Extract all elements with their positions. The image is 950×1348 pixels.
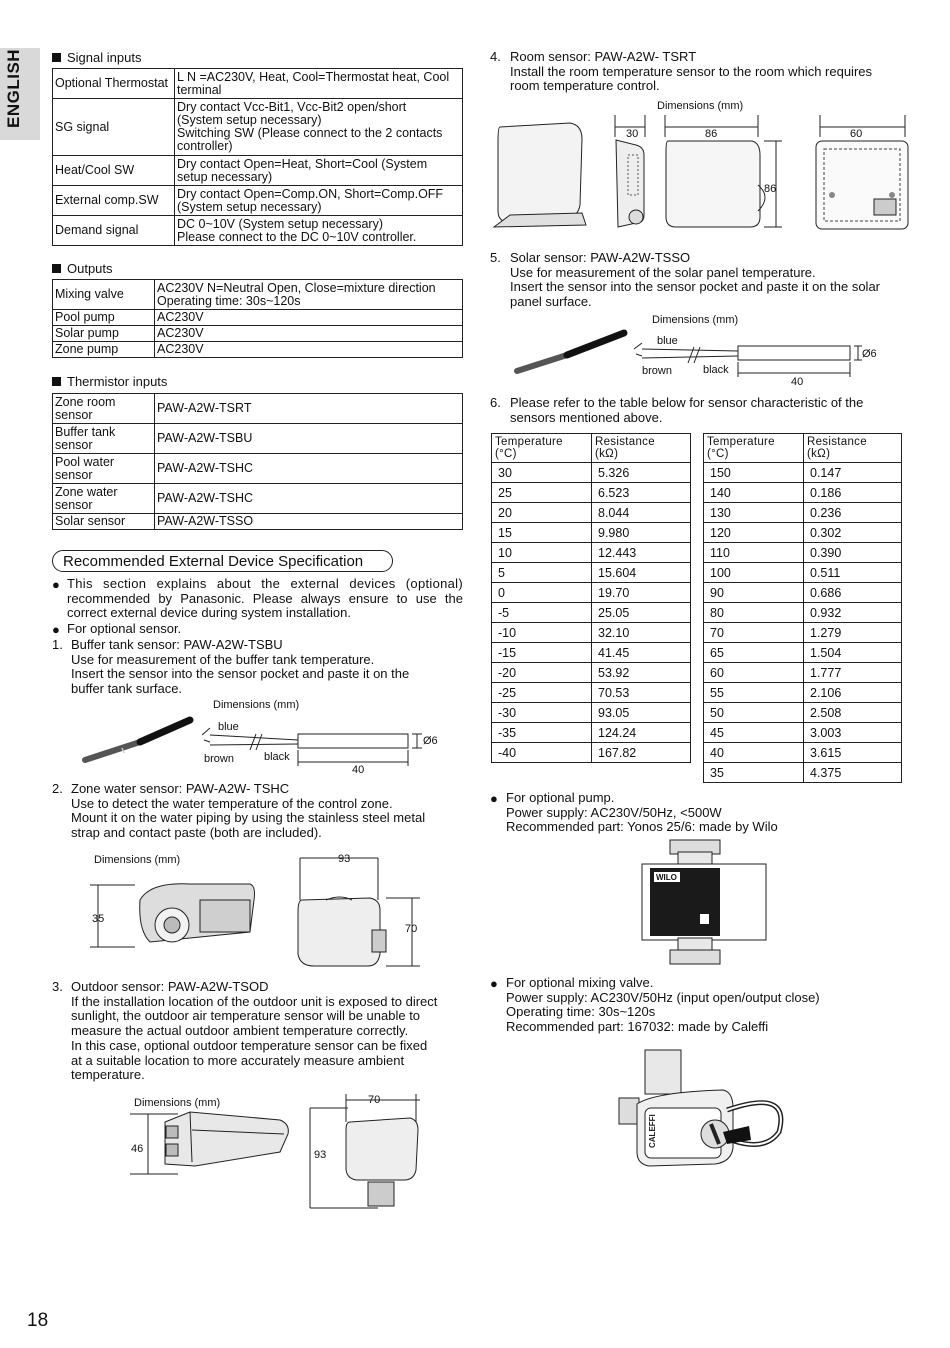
cell-line: terminal xyxy=(177,82,222,97)
table-row xyxy=(53,484,463,514)
wilo-logo: WILO xyxy=(656,873,677,882)
resistance-cell: 9.980 xyxy=(592,523,691,543)
item-number: 3. xyxy=(52,979,63,994)
solar-diameter: Ø6 xyxy=(862,348,877,360)
temperature-cell: 70 xyxy=(704,623,804,643)
table-row xyxy=(704,643,902,663)
temperature-cell: -35 xyxy=(492,723,592,743)
intro-text: This section explains about the external devices (optional) recommended by Panasonic. Please always ensure to use the correct external device during system installation. xyxy=(67,576,463,621)
resistance-cell: 0.932 xyxy=(804,603,902,623)
bullet-dot: ● xyxy=(490,791,498,806)
resistance-cell: 124.24 xyxy=(592,723,691,743)
temperature-cell: 90 xyxy=(704,583,804,603)
cell-line: Switching SW (Please connect to the 2 contacts xyxy=(177,126,443,140)
row-value: PAW-A2W-TSBU xyxy=(155,424,463,454)
table-row xyxy=(704,683,902,703)
cell-line: L N =AC230V, Heat, Cool=Thermostat heat, Cool xyxy=(177,69,450,84)
caleffi-logo: CALEFFI xyxy=(648,1114,657,1148)
outdoor-sensor-text: Outdoor sensor: PAW-A2W-TSOD If the installation location of the outdoor unit is exposed to direct sunlight, the outdoor air temperature sensor will be unable to measure the actual outdoor ambient temperature correctly. In this case, optional outdoor temperature sensor can be fixed at a suitable location to more accurately measure ambient temperature. xyxy=(71,979,438,1083)
temperature-cell: 45 xyxy=(704,723,804,743)
for-optional-sensor: For optional sensor. xyxy=(67,621,182,636)
resistance-cell: 0.390 xyxy=(804,543,902,563)
solar-dims-label: Dimensions (mm) xyxy=(652,314,739,326)
table-row xyxy=(492,683,691,703)
cell-line: DC 0~10V (System setup necessary) xyxy=(177,216,383,231)
solar-wire-blue: blue xyxy=(657,335,678,347)
table-row xyxy=(704,623,902,643)
temperature-cell: 80 xyxy=(704,603,804,623)
table-row xyxy=(704,723,902,743)
temperature-cell: -10 xyxy=(492,623,592,643)
buffer-sensor-diagram xyxy=(80,710,460,780)
column-header xyxy=(704,434,804,463)
row-label: Mixing valve xyxy=(53,280,155,310)
table-row xyxy=(492,523,691,543)
table-row xyxy=(492,563,691,583)
table-row xyxy=(53,156,463,186)
cell-line: Please connect to the DC 0~10V controller. xyxy=(177,229,417,244)
table-row xyxy=(492,543,691,563)
row-label xyxy=(53,514,155,530)
cell-line: (°C) xyxy=(707,448,729,460)
row-value: PAW-A2W-TSSO xyxy=(155,514,463,530)
cell-line: AC230V xyxy=(157,310,204,324)
table-row xyxy=(53,310,463,326)
cell-line: controller) xyxy=(177,139,233,153)
temperature-cell: 25 xyxy=(492,483,592,503)
row-label: SG signal xyxy=(53,99,175,156)
table-row xyxy=(53,216,463,246)
resistance-table-high xyxy=(703,433,902,783)
resistance-cell: 53.92 xyxy=(592,663,691,683)
temperature-cell: 30 xyxy=(492,463,592,483)
cell-line: (kΩ) xyxy=(595,448,619,460)
outputs-table xyxy=(52,279,463,358)
temperature-cell: 0 xyxy=(492,583,592,603)
cell-line: (°C) xyxy=(495,448,517,460)
resistance-cell: 0.686 xyxy=(804,583,902,603)
table-row xyxy=(492,463,691,483)
temperature-cell: -20 xyxy=(492,663,592,683)
wilo-pump-image xyxy=(640,838,770,968)
table-row xyxy=(492,703,691,723)
table-row xyxy=(704,463,902,483)
table-row xyxy=(53,424,463,454)
zone-water-dims-label: Dimensions (mm) xyxy=(94,854,181,866)
table-header-row xyxy=(492,434,691,463)
table-row xyxy=(704,503,902,523)
buffer-wire-blue: blue xyxy=(218,721,239,733)
row-value xyxy=(175,186,463,216)
resistance-cell: 41.45 xyxy=(592,643,691,663)
resistance-cell: 0.186 xyxy=(804,483,902,503)
language-tab xyxy=(0,48,40,140)
item-number: 5. xyxy=(490,250,501,265)
temperature-cell: 140 xyxy=(704,483,804,503)
column-header xyxy=(592,434,691,463)
language-label: ENGLISH xyxy=(4,48,23,128)
row-value: PAW-A2W-TSHC xyxy=(155,454,463,484)
zone-water-width: 93 xyxy=(338,853,351,865)
row-value xyxy=(155,326,463,342)
item-number: 2. xyxy=(52,781,63,796)
temperature-cell: 35 xyxy=(704,763,804,783)
room-sensor-text: Room sensor: PAW-A2W- TSRT Install the room temperature sensor to the room which requires room temperature control. xyxy=(510,49,873,94)
table-row xyxy=(53,514,463,530)
table-row xyxy=(53,342,463,358)
cell-line: sensor xyxy=(55,437,93,452)
table-row xyxy=(492,723,691,743)
row-value xyxy=(175,156,463,186)
row-label xyxy=(53,424,155,454)
row-value xyxy=(175,216,463,246)
solar-sensor-text: Solar sensor: PAW-A2W-TSSO Use for measurement of the solar panel temperature. Insert the sensor into the sensor pocket and paste it on the solar panel surface. xyxy=(510,250,880,310)
cell-line: Dry contact Open=Heat, Short=Cool (System xyxy=(177,156,428,171)
outdoor-sensor-diagram xyxy=(120,1100,420,1215)
table-row xyxy=(53,186,463,216)
cell-line: Zone water xyxy=(55,484,118,499)
cell-line: Dry contact Open=Comp.ON, Short=Comp.OFF xyxy=(177,186,444,201)
resistance-cell: 0.236 xyxy=(804,503,902,523)
outdoor-dims-label: Dimensions (mm) xyxy=(134,1097,221,1109)
resistance-cell: 25.05 xyxy=(592,603,691,623)
table-row xyxy=(492,503,691,523)
table-row xyxy=(53,69,463,99)
cell-line: sensor xyxy=(55,467,93,482)
temperature-cell: 130 xyxy=(704,503,804,523)
item-number: 6. xyxy=(490,395,501,410)
table-row xyxy=(53,280,463,310)
resistance-cell: 1.777 xyxy=(804,663,902,683)
page-number: 18 xyxy=(27,1310,49,1331)
temperature-cell: -5 xyxy=(492,603,592,623)
table-row xyxy=(492,663,691,683)
table-row xyxy=(53,394,463,424)
row-label: Optional Thermostat xyxy=(53,69,175,99)
resistance-cell: 1.279 xyxy=(804,623,902,643)
row-label xyxy=(53,484,155,514)
cell-line: AC230V xyxy=(157,342,204,356)
temperature-cell: -25 xyxy=(492,683,592,703)
zone-water-depth: 70 xyxy=(405,923,418,935)
cell-line: (System setup necessary) xyxy=(177,113,322,127)
cell-line: Temperature xyxy=(707,436,775,448)
resistance-cell: 4.375 xyxy=(804,763,902,783)
table-row xyxy=(704,743,902,763)
temperature-cell: 40 xyxy=(704,743,804,763)
temperature-cell: 15 xyxy=(492,523,592,543)
buffer-length: 40 xyxy=(352,764,365,776)
room-dims-label: Dimensions (mm) xyxy=(657,100,744,112)
resistance-cell: 12.443 xyxy=(592,543,691,563)
outputs-heading: Outputs xyxy=(52,261,113,276)
cell-line: Pool water xyxy=(55,454,115,469)
cell-line: Zone room xyxy=(55,394,116,409)
row-value xyxy=(155,280,463,310)
table-row xyxy=(704,603,902,623)
cell-line: Temperature xyxy=(495,436,563,448)
temperature-cell: 20 xyxy=(492,503,592,523)
temperature-cell: -15 xyxy=(492,643,592,663)
resistance-cell: 0.147 xyxy=(804,463,902,483)
zone-water-sensor-diagram xyxy=(90,870,430,970)
resistance-cell: 1.504 xyxy=(804,643,902,663)
pump-text: For optional pump. Power supply: AC230V/50Hz, <500W Recommended part: Yonos 25/6: made by Wilo xyxy=(506,790,778,835)
temperature-cell: 60 xyxy=(704,663,804,683)
resistance-cell: 2.106 xyxy=(804,683,902,703)
cell-line: setup necessary) xyxy=(177,169,273,184)
outdoor-width: 70 xyxy=(368,1094,381,1106)
temperature-cell: 150 xyxy=(704,463,804,483)
cell-line: Operating time: 30s~120s xyxy=(157,293,301,308)
table-row xyxy=(492,743,691,763)
recommended-section-title: Recommended External Device Specification xyxy=(52,550,393,572)
resistance-cell: 3.003 xyxy=(804,723,902,743)
cell-line: (System setup necessary) xyxy=(177,199,322,214)
row-label: Heat/Cool SW xyxy=(53,156,175,186)
temperature-cell: 50 xyxy=(704,703,804,723)
cell-line: AC230V N=Neutral Open, Close=mixture direction xyxy=(157,280,436,295)
resistance-cell: 19.70 xyxy=(592,583,691,603)
table-header-row xyxy=(704,434,902,463)
row-value xyxy=(155,342,463,358)
row-label: External comp.SW xyxy=(53,186,175,216)
signal-inputs-heading: Signal inputs xyxy=(52,50,141,65)
resistance-cell: 93.05 xyxy=(592,703,691,723)
temperature-cell: 100 xyxy=(704,563,804,583)
table-row xyxy=(704,523,902,543)
solar-sensor-diagram xyxy=(512,325,872,390)
table-row xyxy=(492,483,691,503)
row-label xyxy=(53,454,155,484)
cell-line: Buffer tank xyxy=(55,424,116,439)
item-number: 1. xyxy=(52,637,63,652)
column-header xyxy=(804,434,902,463)
temperature-cell: 55 xyxy=(704,683,804,703)
row-label: Demand signal xyxy=(53,216,175,246)
row-label xyxy=(53,394,155,424)
solar-wire-black: black xyxy=(703,364,729,376)
table-row xyxy=(704,543,902,563)
buffer-wire-brown: brown xyxy=(204,753,234,765)
table-row xyxy=(704,483,902,503)
buffer-sensor-text: Buffer tank sensor: PAW-A2W-TSBU Use for measurement of the buffer tank temperature. Insert the sensor into the sensor pocket and paste it on the buffer tank surface. xyxy=(71,637,410,697)
solar-wire-brown: brown xyxy=(642,365,672,377)
refer-text: Please refer to the table below for sensor characteristic of the sensors mentioned above. xyxy=(510,395,864,425)
resistance-cell: 8.044 xyxy=(592,503,691,523)
table-row xyxy=(704,563,902,583)
table-row xyxy=(492,623,691,643)
row-value xyxy=(175,99,463,156)
thermistor-inputs-heading: Thermistor inputs xyxy=(52,374,167,389)
temperature-cell: -40 xyxy=(492,743,592,763)
solar-length: 40 xyxy=(791,376,804,388)
resistance-table-low xyxy=(491,433,691,763)
row-label: Pool pump xyxy=(53,310,155,326)
table-row xyxy=(492,603,691,623)
bullet-dot: ● xyxy=(52,577,60,592)
item-number: 4. xyxy=(490,49,501,64)
cell-line: Solar sensor xyxy=(55,514,126,528)
bullet-dot: ● xyxy=(490,976,498,991)
resistance-cell: 167.82 xyxy=(592,743,691,763)
cell-line: Resistance xyxy=(595,436,655,448)
table-row xyxy=(704,583,902,603)
cell-line: Resistance xyxy=(807,436,867,448)
buffer-dims-label: Dimensions (mm) xyxy=(213,699,300,711)
table-row xyxy=(492,583,691,603)
row-value xyxy=(155,310,463,326)
table-row xyxy=(492,643,691,663)
resistance-cell: 15.604 xyxy=(592,563,691,583)
resistance-cell: 70.53 xyxy=(592,683,691,703)
cell-line: sensor xyxy=(55,497,93,512)
temperature-cell: -30 xyxy=(492,703,592,723)
cell-line: sensor xyxy=(55,407,93,422)
resistance-cell: 3.615 xyxy=(804,743,902,763)
signal-inputs-table xyxy=(52,68,463,246)
zone-water-sensor-text: Zone water sensor: PAW-A2W- TSHC Use to detect the water temperature of the control zone. Mount it on the water piping by using the stainless steel metal strap and contact paste (both are included). xyxy=(71,781,426,841)
cell-line: Dry contact Vcc-Bit1, Vcc-Bit2 open/short xyxy=(177,100,407,114)
valve-text: For optional mixing valve. Power supply: AC230V/50Hz (input open/output close) Operating time: 30s~120s Recommended part: 167032: made by Caleffi xyxy=(506,975,820,1035)
zone-water-height: 35 xyxy=(92,913,105,925)
outdoor-height: 46 xyxy=(131,1143,144,1155)
table-row xyxy=(704,763,902,783)
temperature-cell: 10 xyxy=(492,543,592,563)
row-label: Zone pump xyxy=(53,342,155,358)
room-back-width: 60 xyxy=(850,128,863,140)
table-row xyxy=(704,703,902,723)
room-depth: 30 xyxy=(626,128,639,140)
row-value: PAW-A2W-TSHC xyxy=(155,484,463,514)
resistance-cell: 2.508 xyxy=(804,703,902,723)
room-height: 86 xyxy=(764,183,777,195)
table-row xyxy=(53,454,463,484)
row-value xyxy=(175,69,463,99)
table-row xyxy=(704,663,902,683)
resistance-cell: 6.523 xyxy=(592,483,691,503)
temperature-cell: 5 xyxy=(492,563,592,583)
column-header xyxy=(492,434,592,463)
table-row xyxy=(53,99,463,156)
resistance-cell: 0.511 xyxy=(804,563,902,583)
bullet-dot: ● xyxy=(52,622,60,637)
row-value: PAW-A2W-TSRT xyxy=(155,394,463,424)
resistance-cell: 0.302 xyxy=(804,523,902,543)
temperature-cell: 120 xyxy=(704,523,804,543)
buffer-diameter: Ø6 xyxy=(423,735,438,747)
row-label: Solar pump xyxy=(53,326,155,342)
cell-line: AC230V xyxy=(157,326,204,340)
thermistor-inputs-table xyxy=(52,393,463,530)
outdoor-depth: 93 xyxy=(314,1149,327,1161)
temperature-cell: 65 xyxy=(704,643,804,663)
caleffi-valve-image xyxy=(615,1048,795,1173)
cell-line: (kΩ) xyxy=(807,448,831,460)
buffer-wire-black: black xyxy=(264,751,290,763)
temperature-cell: 110 xyxy=(704,543,804,563)
resistance-cell: 5.326 xyxy=(592,463,691,483)
room-width: 86 xyxy=(705,128,718,140)
table-row xyxy=(53,326,463,342)
resistance-cell: 32.10 xyxy=(592,623,691,643)
